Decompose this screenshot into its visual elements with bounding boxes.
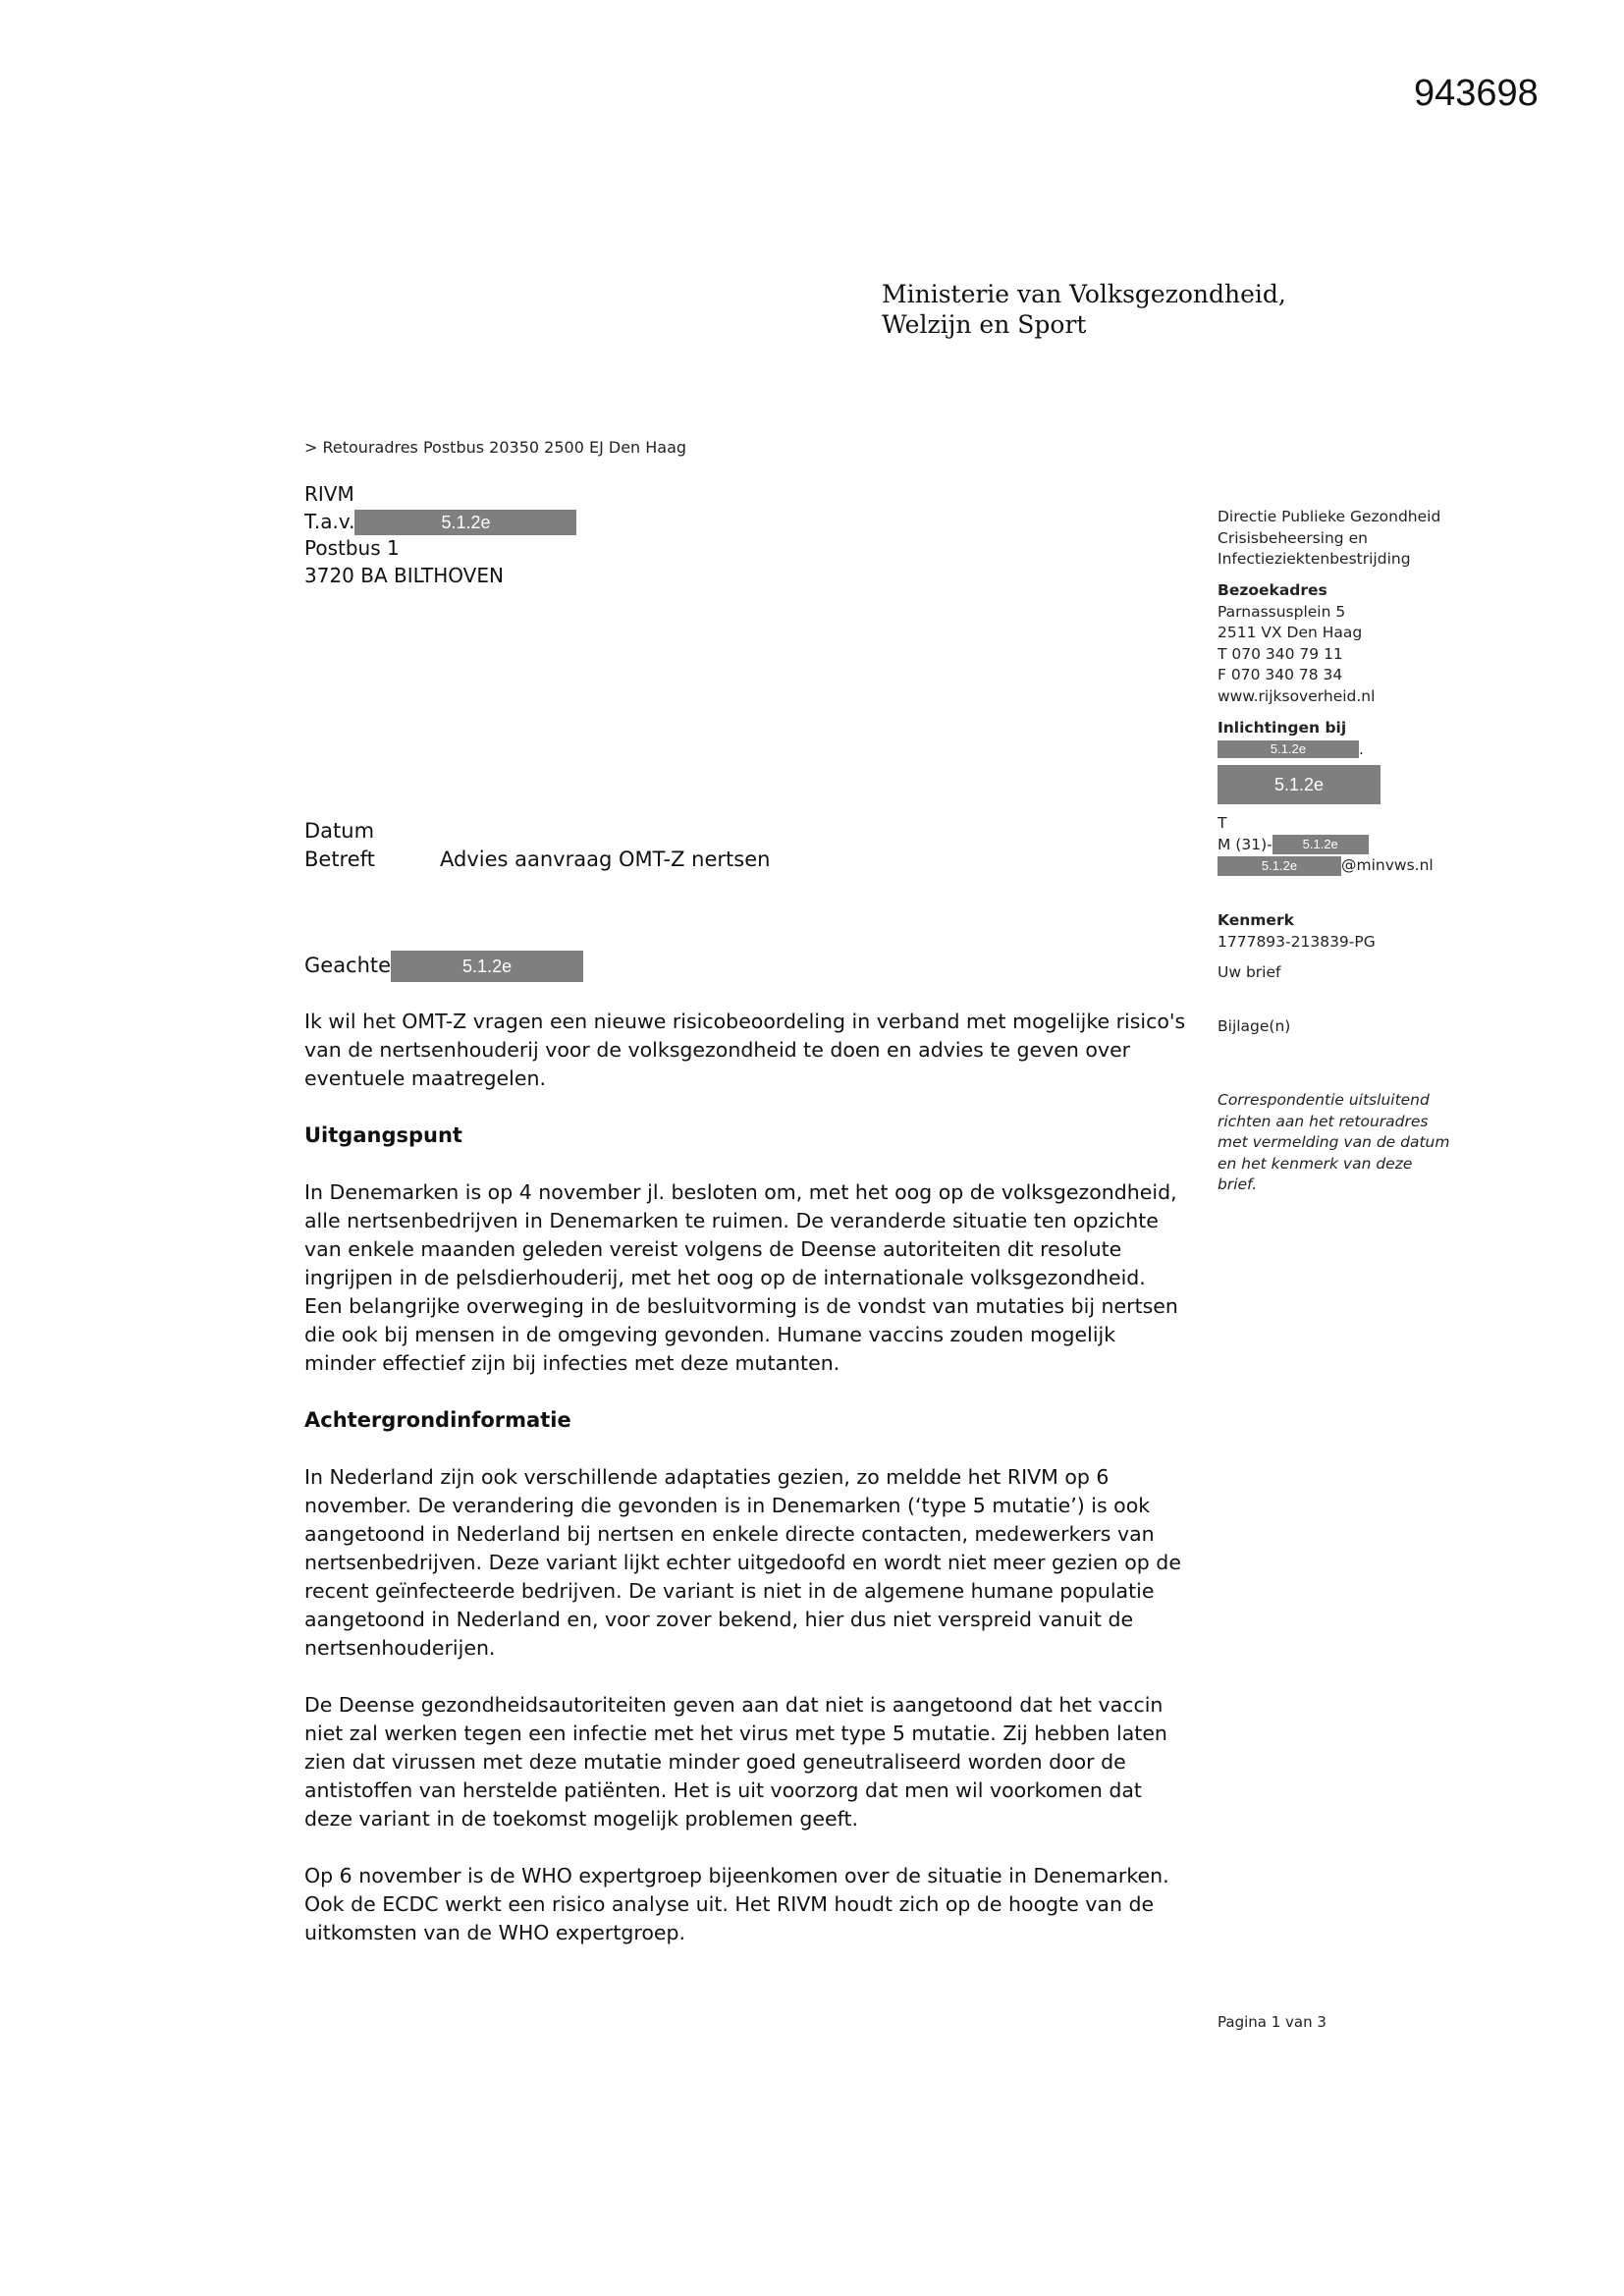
visit-line: F 070 340 78 34 — [1218, 666, 1343, 683]
sidebar-visit-address — [1218, 580, 1375, 707]
redaction-box: 5.1.2e — [1218, 740, 1359, 758]
section-heading-achtergrond: Achtergrondinformatie — [304, 1408, 571, 1432]
visit-heading: Bezoekadres — [1218, 581, 1327, 599]
salutation — [304, 951, 583, 982]
recipient-address — [304, 481, 576, 589]
mobile-label: M (31)- — [1218, 835, 1272, 853]
recipient-city: 3720 BA BILTHOVEN — [304, 563, 504, 587]
sidebar-department — [1218, 507, 1440, 571]
section-heading-uitgangspunt: Uitgangspunt — [304, 1123, 462, 1147]
uw-brief-heading: Uw brief — [1218, 963, 1281, 981]
sidebar-correspondence-note — [1218, 1090, 1449, 1196]
letter-body — [304, 1008, 1188, 1976]
visit-line: Parnassusplein 5 — [1218, 602, 1346, 621]
redaction-box: 5.1.2e — [1218, 856, 1341, 876]
department-line: Crisisbeheersing en — [1218, 528, 1368, 547]
redaction-box: 5.1.2e — [1272, 835, 1369, 854]
recipient-po-box: Postbus 1 — [304, 536, 400, 560]
redaction-box: 5.1.2e — [354, 510, 576, 535]
page-number: Pagina 1 van 3 — [1218, 2013, 1326, 2031]
visit-line: 2511 VX Den Haag — [1218, 624, 1363, 641]
sidebar-info: Inlichtingen bij 5.1.2e . 5.1.2e — [1218, 718, 1380, 804]
betreft-value: Advies aanvraag OMT-Z nertsen — [440, 847, 771, 871]
info-heading: Inlichtingen bij — [1218, 719, 1347, 737]
visit-line: www.rijksoverheid.nl — [1218, 686, 1376, 705]
note-line: richten aan het retouradres — [1218, 1112, 1429, 1130]
recipient-attn — [304, 509, 576, 536]
ministry-line-2: Welzijn en Sport — [882, 310, 1087, 339]
return-address: > Retouradres Postbus 20350 2500 EJ Den Haag — [304, 438, 687, 457]
ministry-name — [882, 279, 1286, 340]
body-paragraph: In Nederland zijn ook verschillende adaptaties gezien, zo meldde het RIVM op 6 november. De verandering die gevonden is in Denemarken (‘type 5 mutatie’) is ook aangetoond in Nederland bij nertsen en enkele directe contacten, medewerkers van nertsenbedrijven. Deze variant lijkt echter uitgedoofd en wordt niet meer gezien op de recent geïnfecteerde bedrijven. De variant is niet in de algemene humane populatie aangetoond in Nederland en, voor zover bekend, hier dus niet verspreid vanuit de nertsenhouderijen. — [304, 1465, 1181, 1660]
body-intro: Ik wil het OMT-Z vragen een nieuwe risicobeoordeling in verband met mogelijke risico's van de nertsenhouderij voor de volksgezondheid te doen en advies te geven over eventuele maatregelen. — [304, 1010, 1186, 1090]
body-paragraph: De Deense gezondheidsautoriteiten geven aan dat niet is aangetoond dat het vaccin niet zal werken tegen een infectie met het virus met type 5 mutatie. Zij hebben laten zien dat virussen met deze mutatie minder goed geneutraliseerd worden door de antistoffen van herstelde patiënten. Het is uit voorzorg dat men wil voorkomen dat deze variant in de toekomst mogelijk problemen geeft. — [304, 1693, 1167, 1831]
note-line: brief. — [1218, 1175, 1258, 1193]
department-line: Infectieziektenbestrijding — [1218, 550, 1411, 568]
kenmerk-value: 1777893-213839-PG — [1218, 932, 1376, 951]
sidebar-contact — [1218, 813, 1434, 877]
department-line: Directie Publieke Gezondheid — [1218, 508, 1441, 525]
bijlage-heading: Bijlage(n) — [1218, 1017, 1291, 1035]
redaction-box: 5.1.2e — [1218, 765, 1380, 804]
sidebar-kenmerk — [1218, 910, 1376, 953]
note-line: Correspondentie uitsluitend — [1218, 1091, 1430, 1109]
note-line: met vermelding van de datum — [1218, 1133, 1450, 1151]
document-number: 943698 — [1414, 73, 1539, 114]
salutation-label: Geachte — [304, 954, 392, 977]
datum-label: Datum — [304, 819, 375, 843]
body-paragraph: In Denemarken is op 4 november jl. besloten om, met het oog op de volksgezondheid, alle nertsenbedrijven in Denemarken te ruimen. De veranderde situatie ten opzichte van enkele maanden geleden vereist volgens de Deense autoriteiten dit resolute ingrijpen in de pelsdierhouderij, met het oog op de internationale volksgezondheid. Een belangrijke overweging in de besluitvorming is de vondst van mutaties bij nertsen die ook bij mensen in de omgeving gevonden. Humane vaccins zouden mogelijk minder effectief zijn bij infecties met deze mutanten. — [304, 1180, 1178, 1375]
redaction-box: 5.1.2e — [391, 951, 583, 982]
phone-label: T — [1218, 814, 1227, 832]
body-paragraph: Op 6 november is de WHO expertgroep bijeenkomen over de situatie in Denemarken. Ook de ECDC werkt een risico analyse uit. Het RIVM houdt zich op de hoogte van de uitkomsten van de WHO expertgroep. — [304, 1864, 1169, 1944]
email-domain: @minvws.nl — [1341, 856, 1434, 874]
note-line: en het kenmerk van deze — [1218, 1154, 1413, 1173]
attn-label: T.a.v. — [304, 509, 355, 533]
ministry-line-1: Ministerie van Volksgezondheid, — [882, 280, 1286, 308]
kenmerk-heading: Kenmerk — [1218, 911, 1294, 929]
recipient-org: RIVM — [304, 482, 354, 506]
visit-line: T 070 340 79 11 — [1218, 644, 1343, 663]
betreft-label: Betreft — [304, 847, 375, 871]
letter-meta — [304, 817, 770, 874]
